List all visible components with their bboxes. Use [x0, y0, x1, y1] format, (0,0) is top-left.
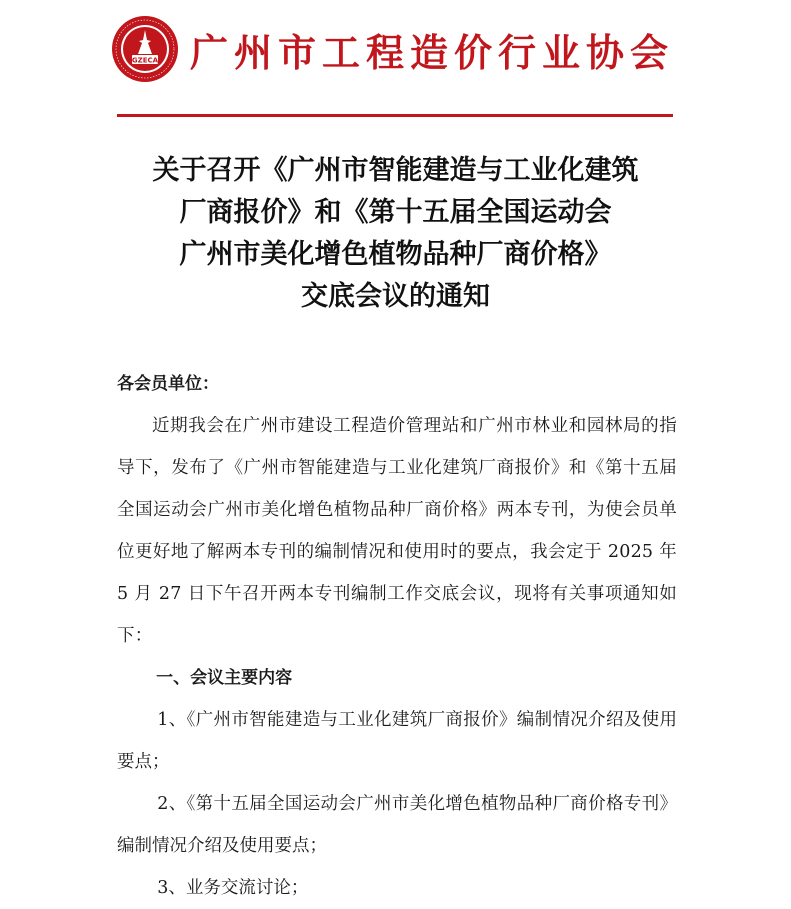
logo-abbr-text: GZECA: [131, 56, 159, 65]
notice-body: [117, 363, 677, 909]
header-divider: [117, 114, 673, 117]
list-item: 2、《第十五届全国运动会广州市美化增色植物品种厂商价格专刊》编制情况介绍及使用要点；: [117, 794, 677, 856]
letterhead: [110, 14, 680, 90]
list-item: 3、业务交流讨论；: [157, 878, 309, 898]
title-line: 交底会议的通知: [301, 281, 490, 312]
organization-name: 广州市工程造价行业协会: [190, 30, 675, 75]
list-item: 1、《广州市智能建造与工业化建筑厂商报价》编制情况介绍及使用要点；: [117, 710, 677, 772]
title-line: 厂商报价》和《第十五届全国运动会: [179, 197, 612, 228]
association-logo: [110, 14, 180, 84]
salutation: 各会员单位：: [117, 374, 219, 394]
title-line: 关于召开《广州市智能建造与工业化建筑: [152, 155, 639, 186]
notice-title: [60, 150, 731, 318]
title-line: 广州市美化增色植物品种厂商价格》: [179, 239, 612, 270]
section-heading: 一、会议主要内容: [156, 668, 293, 688]
intro-paragraph: 近期我会在广州市建设工程造价管理站和广州市林业和园林局的指导下，发布了《广州市智能建造与工业化建筑厂商报价》和《第十五届全国运动会广州市美化增色植物品种厂商价格》两本专刊，为使会员单位更好地了解两本专刊的编制情况和使用时的要点，我会定于 2025 年 5 月 27 日下午召开两本专刊编制工作交底会议，现将有关事项通知如下：: [117, 416, 677, 646]
